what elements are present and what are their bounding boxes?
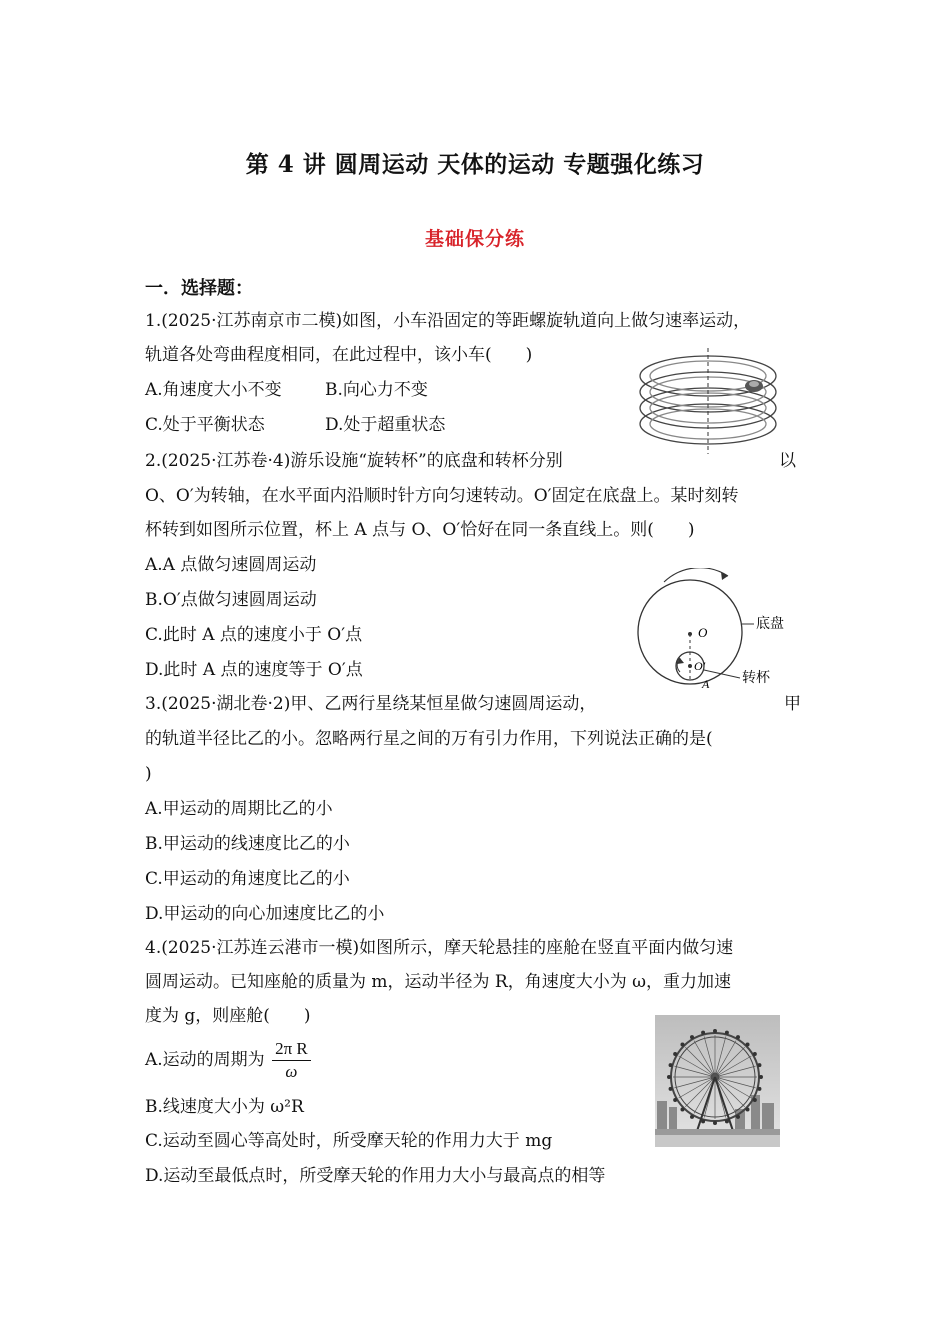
wheel-cabin [757,1063,761,1067]
q2-stem-line3: 杯转到如图所示位置，杯上 A 点与 O、O′恰好在同一条直线上。则( ) [145,520,695,540]
q3-option-b: B.甲运动的线速度比乙的小 [145,834,350,854]
q2-option-a: A.A 点做匀速圆周运动 [145,555,317,575]
wheel-cabin [690,1115,694,1119]
wheel-cabin [680,1042,684,1046]
q2-stem-line2: O、O′为转轴，在水平面内沿顺时针方向匀速转动。O′固定在底盘上。某时刻转 [145,486,739,506]
q4-option-a [145,1038,311,1083]
wheel-cabin [673,1098,677,1102]
label-cup: 转杯 [742,670,770,686]
q4-stem-line3: 度为 g，则座舱( ) [145,1006,311,1026]
wheel-cabin [667,1075,671,1079]
period-fraction [272,1038,311,1083]
q1-option-d: D.处于超重状态 [325,415,446,435]
wheel-cabin [746,1042,750,1046]
q4-option-c: C.运动至圆心等高处时，所受摩天轮的作用力大于 mg [145,1131,553,1151]
q2-option-c: C.此时 A 点的速度小于 O′点 [145,625,363,645]
section-heading: 一．选择题： [145,278,253,299]
section-subtitle: 基础保分练 [424,228,525,250]
q1-stem-line2: 轨道各处弯曲程度相同，在此过程中，该小车( ) [145,345,533,365]
q3-option-a: A.甲运动的周期比乙的小 [145,799,333,819]
wheel-cabin [673,1052,677,1056]
label-A: A [702,677,710,691]
fraction-denominator: ω [285,1062,298,1081]
q1-option-c: C.处于平衡状态 [145,415,265,435]
wheel-cabin [669,1063,673,1067]
wheel-cabin [701,1031,705,1035]
q3-stem-line3: ) [145,764,152,784]
q3-option-d: D.甲运动的向心加速度比乙的小 [145,904,385,924]
wheel-cabin [746,1108,750,1112]
wheel-cabin [753,1098,757,1102]
wheel-cabin [680,1108,684,1112]
q3-stem-line2: 的轨道半径比乙的小。忽略两行星之间的万有引力作用，下列说法正确的是( [145,729,713,749]
q3-stem-line1: 3.(2025·湖北卷·2)甲、乙两行星绕某恒星做匀速圆周运动， [145,694,597,714]
q1-option-a: A.角速度大小不变 [145,380,282,400]
wheel-cabin [759,1075,763,1079]
q3-option-c: C.甲运动的角速度比乙的小 [145,869,350,889]
ferris-wheel-photo [655,1015,780,1147]
label-base: 底盘 [756,616,784,632]
spiral-track-figure [638,346,788,456]
rotating-cup-figure [636,568,796,692]
q4-stem-line1: 4.(2025·江苏连云港市一模)如图所示，摩天轮悬挂的座舱在竖直平面内做匀速 [145,938,734,958]
page-title: 第 4 讲 圆周运动 天体的运动 专题强化练习 [245,151,705,178]
wheel-cabin [713,1121,717,1125]
q1-stem-line1: 1.(2025·江苏南京市二模)如图，小车沿固定的等距螺旋轨道向上做匀速率运动， [145,311,751,331]
label-O: O [698,625,708,640]
q2-option-b: B.O′点做匀速圆周运动 [145,590,317,610]
q2-stem-line1: 2.(2025·江苏卷·4)游乐设施“旋转杯”的底盘和转杯分别 [145,451,563,471]
q4-stem-line2: 圆周运动。已知座舱的质量为 m，运动半径为 R，角速度大小为 ω，重力加速 [145,972,731,992]
wheel-cabin [690,1035,694,1039]
car-icon [745,380,763,392]
q4-option-d: D.运动至最低点时，所受摩天轮的作用力大小与最高点的相等 [145,1166,606,1186]
wheel-cabin [757,1087,761,1091]
wheel-cabin [736,1035,740,1039]
wheel-cabin [725,1031,729,1035]
wheel-cabin [753,1052,757,1056]
q4-option-a-prefix: A.运动的周期为 [145,1050,265,1070]
q3-stem-line1-end: 甲 [784,694,801,714]
q4-option-b: B.线速度大小为 ω²R [145,1097,304,1117]
q2-stem-line1-end: 以 [779,451,796,471]
q2-option-d: D.此时 A 点的速度等于 O′点 [145,660,363,680]
q1-option-b: B.向心力不变 [325,380,428,400]
wheel-cabin [713,1029,717,1033]
fraction-numerator: 2π R [272,1038,311,1061]
wheel-cabin [669,1087,673,1091]
wheel-cabin [736,1115,740,1119]
label-O-prime: O′ [694,659,706,673]
